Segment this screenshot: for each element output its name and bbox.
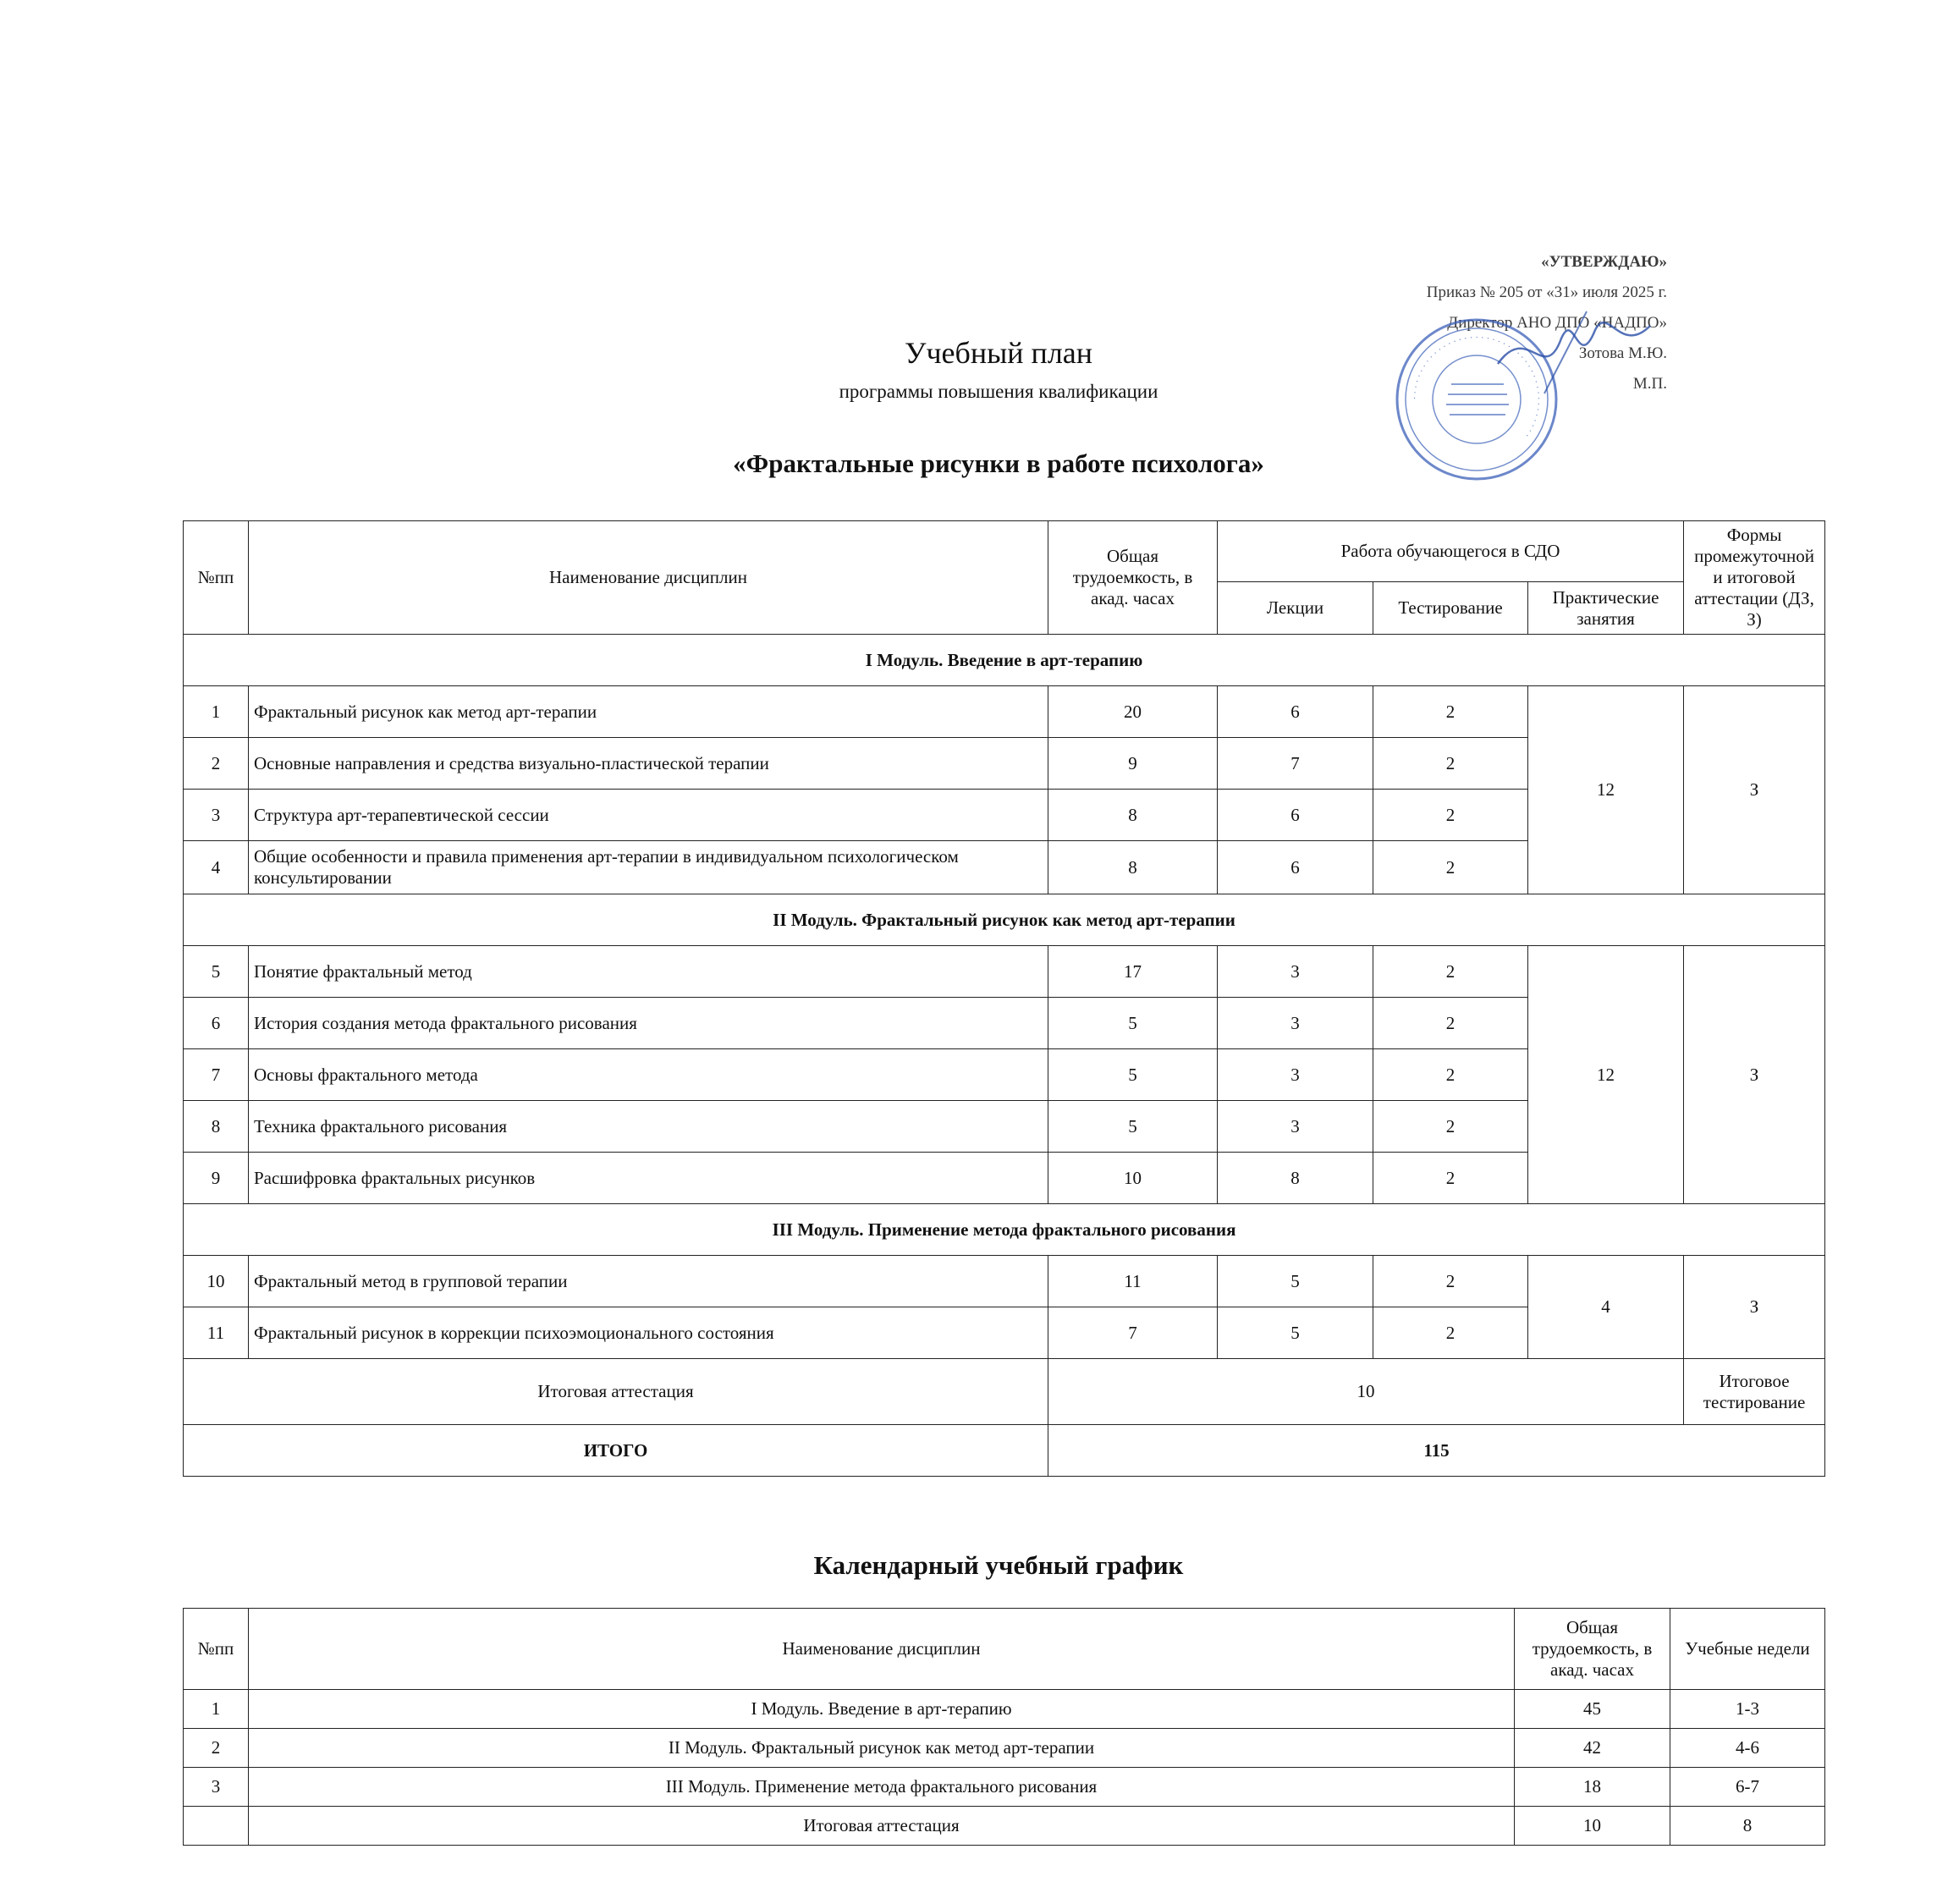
header-name: Наименование дисциплин (249, 521, 1048, 635)
row-total: 20 (1048, 686, 1218, 738)
row-num (184, 1807, 249, 1846)
row-testing: 2 (1373, 946, 1528, 998)
module-title: III Модуль. Применение метода фрактального рисования (184, 1204, 1825, 1256)
final-hours: 10 (1048, 1359, 1684, 1425)
module-form: З (1684, 1256, 1825, 1359)
row-total: 5 (1048, 998, 1218, 1049)
module-row (184, 894, 1825, 946)
row-lectures: 3 (1218, 998, 1373, 1049)
row-num: 11 (184, 1307, 249, 1359)
page-title: Учебный план (904, 336, 1093, 370)
table-row (184, 686, 1825, 738)
row-lectures: 6 (1218, 790, 1373, 841)
row-num: 2 (184, 738, 249, 790)
row-testing: 2 (1373, 1307, 1528, 1359)
table-row (184, 1768, 1825, 1807)
header-forms: Формы промежуточной и итоговой аттестации (ДЗ, З) (1684, 521, 1825, 635)
row-testing: 2 (1373, 686, 1528, 738)
module-row (184, 635, 1825, 686)
row-testing: 2 (1373, 1153, 1528, 1204)
row-num: 6 (184, 998, 249, 1049)
row-total: 11 (1048, 1256, 1218, 1307)
row-lectures: 7 (1218, 738, 1373, 790)
row-num: 9 (184, 1153, 249, 1204)
header-num: №пп (184, 521, 249, 635)
row-lectures: 6 (1218, 686, 1373, 738)
row-name: История создания метода фрактального рисования (249, 998, 1048, 1049)
row-name: Основы фрактального метода (249, 1049, 1048, 1101)
module-title: II Модуль. Фрактальный рисунок как метод арт-терапии (184, 894, 1825, 946)
header-total: Общая трудоемкость, в акад. часах (1048, 521, 1218, 635)
module-practice: 4 (1528, 1256, 1684, 1359)
row-total: 17 (1048, 946, 1218, 998)
approval-director: Директор АНО ДПО «НАДПО» (1447, 314, 1667, 332)
row-lectures: 6 (1218, 841, 1373, 894)
row-name: Фрактальный рисунок как метод арт-терапии (249, 686, 1048, 738)
table-row (184, 946, 1825, 998)
approval-order: Приказ № 205 от «31» июля 2025 г. (1426, 283, 1667, 301)
row-num: 7 (184, 1049, 249, 1101)
row-num: 5 (184, 946, 249, 998)
program-title: «Фрактальные рисунки в работе психолога» (733, 448, 1264, 478)
schedule-title: Календарный учебный график (813, 1550, 1184, 1580)
row-testing: 2 (1373, 841, 1528, 894)
row-num: 4 (184, 841, 249, 894)
header-lectures: Лекции (1218, 582, 1373, 635)
schedule-table (183, 1608, 1825, 1846)
svg-text:· · · · · · · · · · · · · · ·: · · · · · · · · · · · · · · · · · · · · · · · · · · · · · · · · · · · · · · · · · · (1410, 333, 1544, 439)
row-lectures: 5 (1218, 1307, 1373, 1359)
module-form: З (1684, 946, 1825, 1204)
row-total: 8 (1048, 790, 1218, 841)
row-name: I Модуль. Введение в арт-терапию (249, 1690, 1515, 1729)
row-name: Итоговая аттестация (249, 1807, 1515, 1846)
row-testing: 2 (1373, 738, 1528, 790)
row-weeks: 4-6 (1670, 1729, 1825, 1768)
row-num: 10 (184, 1256, 249, 1307)
final-attestation-row (184, 1359, 1825, 1425)
table-row (184, 1256, 1825, 1307)
row-lectures: 5 (1218, 1256, 1373, 1307)
page-subtitle: программы повышения квалификации (839, 381, 1158, 402)
row-lectures: 3 (1218, 1101, 1373, 1153)
module-form: З (1684, 686, 1825, 894)
row-name: Фрактальный рисунок в коррекции психоэмоционального состояния (249, 1307, 1048, 1359)
row-num: 1 (184, 686, 249, 738)
row-total: 5 (1048, 1049, 1218, 1101)
row-testing: 2 (1373, 790, 1528, 841)
row-name: Понятие фрактальный метод (249, 946, 1048, 998)
total-row (184, 1425, 1825, 1477)
header-practice: Практические занятия (1528, 582, 1684, 635)
row-num: 3 (184, 1768, 249, 1807)
table-header-row (184, 521, 1825, 582)
row-name: Расшифровка фрактальных рисунков (249, 1153, 1048, 1204)
row-name: Основные направления и средства визуально-пластической терапии (249, 738, 1048, 790)
row-name: III Модуль. Применение метода фрактального рисования (249, 1768, 1515, 1807)
header-weeks: Учебные недели (1670, 1609, 1825, 1690)
curriculum-table (183, 520, 1825, 1477)
total-hours: 115 (1048, 1425, 1825, 1477)
row-num: 2 (184, 1729, 249, 1768)
module-practice: 12 (1528, 686, 1684, 894)
row-lectures: 3 (1218, 1049, 1373, 1101)
row-lectures: 3 (1218, 946, 1373, 998)
table-row (184, 1690, 1825, 1729)
final-label: Итоговая аттестация (184, 1359, 1048, 1425)
header-num: №пп (184, 1609, 249, 1690)
table-row (184, 1807, 1825, 1846)
table-row (184, 1729, 1825, 1768)
module-practice: 12 (1528, 946, 1684, 1204)
row-name: Техника фрактального рисования (249, 1101, 1048, 1153)
row-testing: 2 (1373, 1256, 1528, 1307)
approval-title: «УТВЕРЖДАЮ» (1541, 253, 1667, 271)
row-testing: 2 (1373, 1049, 1528, 1101)
approval-name: Зотова М.Ю. (1578, 344, 1667, 362)
row-name: Фрактальный метод в групповой терапии (249, 1256, 1048, 1307)
row-total: 7 (1048, 1307, 1218, 1359)
row-name: Структура арт-терапевтической сессии (249, 790, 1048, 841)
row-num: 1 (184, 1690, 249, 1729)
header-name: Наименование дисциплин (249, 1609, 1515, 1690)
row-total: 10 (1515, 1807, 1670, 1846)
final-form: Итоговое тестирование (1684, 1359, 1825, 1425)
header-total: Общая трудоемкость, в акад. часах (1515, 1609, 1670, 1690)
row-total: 5 (1048, 1101, 1218, 1153)
row-testing: 2 (1373, 1101, 1528, 1153)
module-row (184, 1204, 1825, 1256)
row-total: 45 (1515, 1690, 1670, 1729)
table-header-row (184, 1609, 1825, 1690)
row-weeks: 6-7 (1670, 1768, 1825, 1807)
row-testing: 2 (1373, 998, 1528, 1049)
module-title: I Модуль. Введение в арт-терапию (184, 635, 1825, 686)
row-weeks: 8 (1670, 1807, 1825, 1846)
row-num: 3 (184, 790, 249, 841)
row-name: Общие особенности и правила применения арт-терапии в индивидуальном психологическом консультировании (249, 841, 1048, 894)
row-total: 42 (1515, 1729, 1670, 1768)
row-name: II Модуль. Фрактальный рисунок как метод арт-терапии (249, 1729, 1515, 1768)
row-total: 10 (1048, 1153, 1218, 1204)
row-num: 8 (184, 1101, 249, 1153)
total-label: ИТОГО (184, 1425, 1048, 1477)
header-testing: Тестирование (1373, 582, 1528, 635)
row-total: 9 (1048, 738, 1218, 790)
row-lectures: 8 (1218, 1153, 1373, 1204)
row-total: 8 (1048, 841, 1218, 894)
approval-mp: М.П. (1632, 375, 1667, 393)
header-work: Работа обучающегося в СДО (1218, 521, 1684, 582)
row-weeks: 1-3 (1670, 1690, 1825, 1729)
row-total: 18 (1515, 1768, 1670, 1807)
